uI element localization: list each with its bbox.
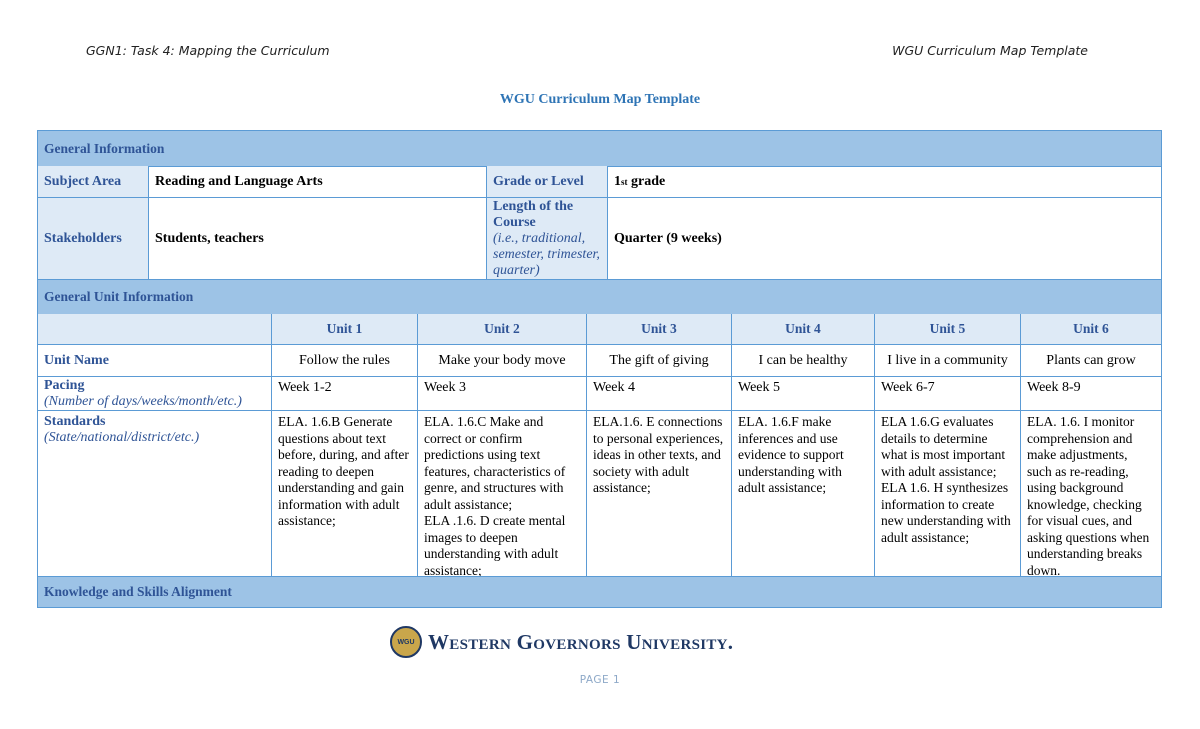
general-unit-information-heading: General Unit Information [38,280,1161,315]
unit-5-name: I live in a community [875,345,1021,377]
subject-area-label: Subject Area [38,166,149,198]
pacing-row [38,377,1161,411]
unit-2-standards: ELA. 1.6.C Make and correct or confirm predictions using text features, characteristics of genre, and structures with adult assistance; ELA .1.6. D create mental images to deepen understanding with adult assistance; [418,411,587,576]
subject-area-value: Reading and Language Arts [149,166,487,198]
length-label-cell [487,198,608,279]
pacing-label: Pacing [44,378,85,393]
unit-6-pacing: Week 8-9 [1021,377,1161,411]
pacing-label-cell [38,377,272,411]
general-unit-information-table [37,279,1162,577]
document-title: WGU Curriculum Map Template [499,92,701,107]
stakeholders-label: Stakeholders [38,198,149,279]
grade-text: grade [627,173,666,189]
unit-3-pacing: Week 4 [587,377,732,411]
general-information-table [37,130,1162,280]
unit-6-header: Unit 6 [1021,314,1161,345]
grade-value [608,166,1161,198]
standards-label: Standards [44,414,106,429]
unit-4-standards: ELA. 1.6.F make inferences and use evidence to support understanding with adult assistance; [732,411,875,576]
university-name: Western Governors University. [428,629,734,654]
wgu-seal-icon [390,626,422,658]
unit-3-header: Unit 3 [587,314,732,345]
unit-1-standards: ELA. 1.6.B Generate questions about text before, during, and after reading to deepen understanding and gain information with adult assistance; [272,411,418,576]
length-hint: (i.e., traditional, semester, trimester, quarter) [493,230,600,278]
knowledge-skills-table [37,576,1162,608]
unit-6-standards: ELA. 1.6. I monitor comprehension and make adjustments, such as re-reading, using background knowledge, checking for visual cues, and asking questions when understanding breaks down. [1027,414,1150,578]
unit-2-pacing: Week 3 [418,377,587,411]
subject-row [38,166,1161,198]
unit-2-header: Unit 2 [418,314,587,345]
unit-header-row [38,314,1161,345]
pacing-hint: (Number of days/weeks/month/etc.) [44,394,242,409]
general-information-heading: General Information [38,131,1161,167]
page-number: PAGE 1 [579,674,621,686]
unit-3-standards: ELA.1.6. E connections to personal experiences, ideas in other texts, and society with adult assistance; [587,411,732,576]
header-left-text: GGN1: Task 4: Mapping the Curriculum [86,43,330,58]
unit-name-label: Unit Name [38,345,272,377]
unit-1-header: Unit 1 [272,314,418,345]
unit-header-blank [38,314,272,345]
grade-suffix: st [621,176,628,187]
unit-4-header: Unit 4 [732,314,875,345]
standards-label-cell [38,411,272,576]
unit-5-header: Unit 5 [875,314,1021,345]
wgu-logo [390,626,733,658]
unit-3-name: The gift of giving [587,345,732,377]
header-right-text: WGU Curriculum Map Template [892,43,1088,58]
length-value: Quarter (9 weeks) [614,230,722,246]
unit-2-name: Make your body move [418,345,587,377]
stakeholders-value: Students, teachers [149,198,487,279]
unit-5-standards: ELA 1.6.G evaluates details to determine what is most important with adult assistance; ELA 1.6. H synthesizes information to create new understanding with adult assistance; [875,411,1021,576]
unit-4-name: I can be healthy [732,345,875,377]
standards-hint: (State/national/district/etc.) [44,430,200,445]
unit-4-pacing: Week 5 [732,377,875,411]
knowledge-skills-heading: Knowledge and Skills Alignment [38,577,1161,607]
standards-row [38,411,1161,576]
unit-1-name: Follow the rules [272,345,418,377]
wgu-seal-text: WGU [397,638,415,646]
grade-label: Grade or Level [487,166,608,198]
grade-number: 1 [614,173,621,189]
unit-1-pacing: Week 1-2 [272,377,418,411]
unit-name-row [38,345,1161,377]
length-label: Length of the Course [493,198,574,230]
unit-5-pacing: Week 6-7 [875,377,1021,411]
stakeholders-row [38,198,1161,279]
unit-6-name: Plants can grow [1021,345,1161,377]
